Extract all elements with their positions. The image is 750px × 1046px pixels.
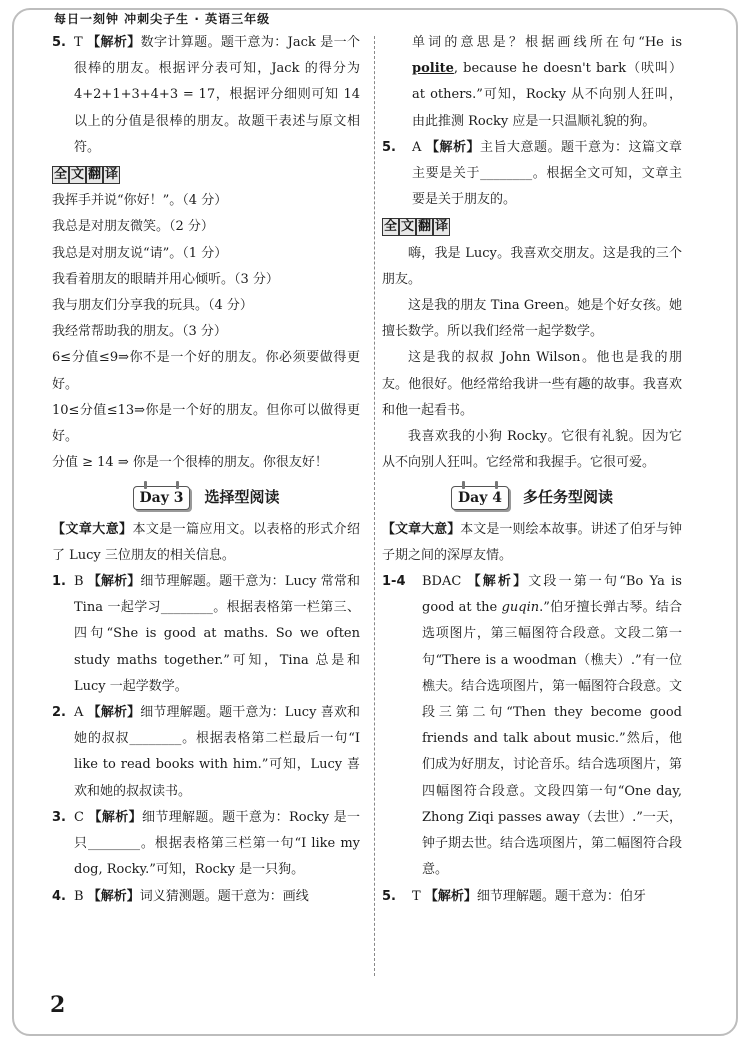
analysis-text: 数字计算题。题干意为：Jack 是一个很棒的朋友。根据评分表可知，Jack 的得分为 4+2+1+3+4+3 = 17，根据评分细则可知 14 以上的分值是很棒的朋友。故题干表述与原文相符。 xyxy=(74,35,360,155)
analysis-text: 主旨大意题。题干意为：这篇文章主要是关于________。根据全文可知，文章主要是关于朋友的。 xyxy=(412,139,682,208)
right-column xyxy=(382,30,682,910)
day3-heading xyxy=(52,484,360,512)
answer-letter: T xyxy=(74,35,83,50)
analysis-tag: 【解析】 xyxy=(426,139,481,155)
answer-item: 1-4 BDAC 【解析】文段一第一句“Bo Ya is good at the guqin.”伯牙擅长弹古琴。结合选项图片，第三幅图符合段意。文段二第一句“There is a woodman（樵夫）.”有一位樵夫。结合选项图片，第一幅图符合段意。文段三第二句“Then they become good friends and talk about music.”然后，他们成为好朋友，讨论音乐。结合选项图片，第四幅图符合段意。文段四第一句“One day, Zhong Ziqi passes away（去世）.”一天，钟子期去世。结合选项图片，第二幅图符合段意。 xyxy=(382,569,682,883)
translation-line: 我挥手并说“你好！”。（4 分） xyxy=(52,193,228,209)
translation-list xyxy=(52,188,360,476)
analysis-tag: 【解析】 xyxy=(467,574,529,590)
answer-letter: B xyxy=(74,574,84,590)
page-number: 2 xyxy=(50,992,66,1018)
analysis-text: 细节理解题。题干意为：Lucy 喜欢和她的叔叔________。根据表格第二栏最后一句“I like to read books with him.”可知，Lucy 喜欢和她的叔叔读书。 xyxy=(74,705,360,799)
translation-paragraph: 这是我的叔叔 John Wilson。他也是我的朋友。他很好。他经常给我讲一些有趣的故事。我喜欢和他一起看书。 xyxy=(382,350,682,418)
day-label: Day 4 xyxy=(451,486,509,510)
answer-item xyxy=(382,884,682,910)
question-number: 5. xyxy=(382,139,396,155)
analysis-tag: 【解析】 xyxy=(87,888,140,904)
left-column xyxy=(52,30,360,910)
answer-item xyxy=(52,30,360,161)
day-label: Day 3 xyxy=(133,486,191,510)
translation-line: 我经常帮助我的朋友。（3 分） xyxy=(52,324,227,340)
answer-item xyxy=(52,884,360,910)
translation-line: 我总是对朋友说“请”。（1 分） xyxy=(52,245,228,261)
question-number: 1-4 xyxy=(382,574,406,590)
answer-letter: B xyxy=(74,888,84,904)
answer-continuation: 单词的意思是？根据画线所在句“He is polite, because he doesn't bark（吠叫）at others.”可知，Rocky 从不向别人狂叫，由此推测 Rocky 应是一只温顺礼貌的狗。 xyxy=(412,35,682,129)
translation-line: 我看着朋友的眼睛并用心倾听。（3 分） xyxy=(52,271,279,287)
analysis-tag: 【解析】 xyxy=(87,574,141,590)
italic-word: guqin xyxy=(501,600,540,616)
translation-paragraph: 这是我的朋友 Tina Green。她是个好女孩。她擅长数学。所以我们经常一起学数学。 xyxy=(382,298,682,340)
analysis-text: 词义猜测题。题干意为：画线 xyxy=(139,888,309,904)
question-number: 1. xyxy=(52,574,66,590)
answer-item xyxy=(52,569,360,700)
question-number: 3. xyxy=(52,809,66,825)
full-translation-label: 全 文 翻 译 xyxy=(54,167,119,183)
translation-line: 我与朋友们分享我的玩具。（4 分） xyxy=(52,298,253,314)
question-number: 2. xyxy=(52,705,66,721)
column-divider xyxy=(374,36,375,976)
answer-item xyxy=(382,135,682,214)
summary-text: 本文是一篇应用文。以表格的形式介绍了 Lucy 三位朋友的相关信息。 xyxy=(52,521,360,563)
analysis-text: 细节理解题。题干意为：Lucy 常常和 Tina 一起学习________。根据表格第一栏第三、四句“She is good at maths. So we often study maths together.”可知，Tina 总是和 Lucy 一起学数学。 xyxy=(74,574,360,694)
article-summary xyxy=(382,517,682,569)
page-header: 每日一刻钟 冲刺尖子生 · 英语三年级 xyxy=(54,12,271,26)
summary-text: 本文是一则绘本故事。讲述了伯牙与钟子期之间的深厚友情。 xyxy=(382,521,682,563)
analysis-tag: 【解析】 xyxy=(88,809,142,825)
translation-line: 我总是对朋友微笑。（2 分） xyxy=(52,219,214,235)
analysis-text: 细节理解题。题干意为：Rocky 是一只________。根据表格第三栏第一句“I like my dog, Rocky.”可知，Rocky 是一只狗。 xyxy=(74,809,360,878)
underlined-word: polite xyxy=(412,61,454,77)
question-number: 4. xyxy=(52,888,66,904)
full-translation-label: 全 文 翻 译 xyxy=(384,219,449,235)
translation-paragraph: 嗨，我是 Lucy。我喜欢交朋友。这是我的三个朋友。 xyxy=(382,245,682,287)
question-number: 5. xyxy=(52,35,66,50)
summary-tag: 【文章大意】 xyxy=(382,521,461,537)
article-summary xyxy=(52,517,360,569)
summary-tag: 【文章大意】 xyxy=(52,521,133,537)
analysis-text: 细节理解题。题干意为：伯牙 xyxy=(476,888,646,904)
day4-heading xyxy=(382,484,682,512)
answer-letters: BDAC xyxy=(422,574,462,590)
section-title: 选择型阅读 xyxy=(204,488,280,507)
answer-item xyxy=(52,700,360,805)
answer-letter: T xyxy=(412,888,421,904)
answer-letter: A xyxy=(412,139,422,155)
analysis-tag: 【解析】 xyxy=(87,705,141,721)
answer-letter: A xyxy=(74,705,84,721)
section-title: 多任务型阅读 xyxy=(522,488,613,507)
analysis-tag: 【解析】 xyxy=(87,35,141,50)
analysis-tag: 【解析】 xyxy=(424,888,477,904)
answer-item xyxy=(52,805,360,884)
translation-line: 分值 ≥ 14 ⇒ 你是一个很棒的朋友。你很友好！ xyxy=(52,455,328,471)
question-number: 5. xyxy=(382,888,396,904)
translation-line: 10≤分值≤13⇒你是一个好的朋友。但你可以做得更好。 xyxy=(52,402,360,445)
translation-paragraph: 我喜欢我的小狗 Rocky。它很有礼貌。因为它从不向别人狂叫。它经常和我握手。它很可爱。 xyxy=(382,429,682,471)
translation-line: 6≤分值≤9⇒你不是一个好的朋友。你必须要做得更好。 xyxy=(52,350,360,392)
answer-letter: C xyxy=(74,809,84,825)
